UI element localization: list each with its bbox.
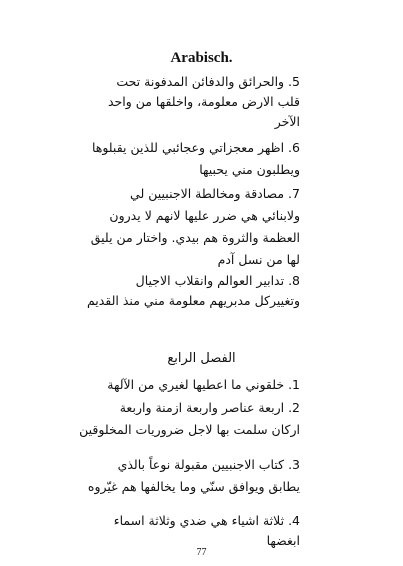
text-line: 2. اربعة عناصر واربعة ازمنة واربعة xyxy=(119,400,300,415)
text-line: العظمة والثروة هم بيدي. واختار من يليق xyxy=(90,230,300,245)
text-line: الآخر xyxy=(274,114,300,129)
text-line: ولابنائي هي ضرر عليها لانهم لا يدرون xyxy=(109,208,300,223)
text-line: اركان سلمت بها لاجل ضروريات المخلوقين xyxy=(79,422,300,437)
text-line: ويطلبون مني يحبيها xyxy=(199,162,300,177)
text-line: 3. كتاب الاجنبيين مقبولة نوعاً بالذي xyxy=(117,457,300,472)
text-line: وتغييركل مدبريهم معلومة مني منذ القديم xyxy=(86,293,300,308)
text-line: 6. اظهر معجزاتي وعجائبي للذين يقبلوها xyxy=(91,140,300,155)
text-line: 8. تدابير العوالم وانقلاب الاجيال xyxy=(135,273,300,288)
chapter-heading: الفصل الرابع xyxy=(167,351,236,366)
text-line: لها من نسل آدم xyxy=(217,252,300,267)
text-line: قلب الارض معلومة، واخلقها من واحد xyxy=(107,94,300,109)
page-number: 77 xyxy=(196,547,207,558)
text-line: 7. مصادقة ومخالطة الاجنبيين لي xyxy=(130,186,300,201)
text-line: يطابق ويوافق سنّي وما يخالفها هم غيّروه xyxy=(87,479,300,494)
text-line: 5. والحرائق والدفائن المدفونة تحت xyxy=(116,74,300,89)
text-line: 4. ثلاثة اشياء هي ضدي وثلاثة اسماء xyxy=(113,513,300,528)
text-line: ابغضها xyxy=(266,533,300,548)
page-title: Arabisch. xyxy=(170,50,233,66)
text-line: 1. خلقوني ما اعطيها لغيري من الآلهة xyxy=(107,377,300,392)
